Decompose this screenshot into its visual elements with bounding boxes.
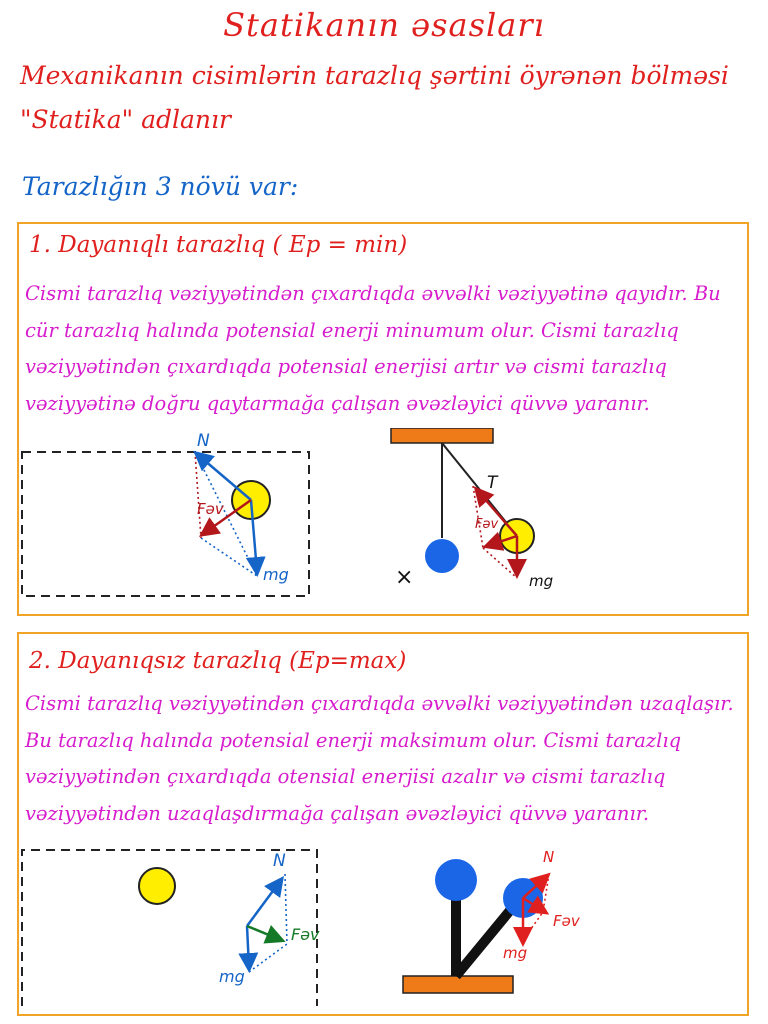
gravity-arrow	[247, 926, 249, 968]
unstable-equilibrium-box	[17, 632, 749, 1016]
label-fav: Fəv	[475, 517, 499, 532]
hill-diagram	[22, 850, 320, 1006]
label-mg: mg	[529, 572, 554, 590]
bowl-diagram	[22, 431, 309, 596]
tilted-rod	[456, 902, 517, 976]
label-n: N	[543, 848, 555, 866]
dotted-projection	[249, 944, 287, 972]
normal-arrow	[197, 454, 251, 500]
page-title: Statikanın əsasları	[223, 6, 545, 44]
label-n: N	[273, 851, 286, 871]
label-fav: Fəv	[197, 500, 224, 518]
blue-ball	[425, 539, 459, 573]
stable-diagrams	[19, 428, 747, 618]
label-mg: mg	[219, 967, 245, 986]
label-mg: mg	[503, 944, 528, 962]
unstable-description: Cismi tarazlıq vəziyyətindən çıxardıqda əvvəlki vəziyyətindən uzaqlaşır. Bu tarazlıq halında potensial enerji maksimum olur. Cismi tarazlıq vəziyyətindən çıxardıqda otensial enerjisi azalır və cismi tarazlıq vəziyyətindən uzaqlaşdırmağa çalışan əvəzləyici qüvvə yaranır.	[25, 692, 734, 825]
stable-equilibrium-box	[17, 222, 749, 616]
dotted-projection	[195, 452, 201, 538]
intro-text: Mexanikanın cisimlərin tarazlıq şərtini öyrənən bölməsi "Statika" adlanır	[20, 61, 729, 134]
stable-title: 1. Dayanıqlı tarazlıq ( Ep = min)	[29, 232, 408, 258]
unstable-diagrams	[19, 840, 747, 1014]
label-n: N	[197, 431, 210, 451]
label-t: T	[487, 473, 498, 493]
inverted-pendulum-diagram	[403, 848, 581, 993]
cross-mark: ×	[395, 565, 414, 590]
pendulum-diagram	[391, 428, 553, 590]
yellow-ball	[139, 868, 175, 904]
ceiling-bar	[391, 428, 493, 443]
label-mg: mg	[263, 565, 289, 584]
floor-bar	[403, 976, 513, 993]
blue-ball	[435, 859, 477, 901]
types-heading: Tarazlığın 3 növü var:	[22, 172, 299, 201]
dotted-projection	[201, 538, 257, 576]
resultant-arrow	[247, 926, 281, 940]
normal-arrow	[247, 880, 281, 926]
label-fav: Fəv	[553, 912, 580, 930]
stable-description: Cismi tarazlıq vəziyyətindən çıxardıqda əvvəlki vəziyyətinə qayıdır. Bu cür tarazlıq halında potensial enerji minumum olur. Cismi tarazlıq vəziyyətindən çıxardıqda potensial enerjisi artır və cismi tarazlıq vəziyyətinə doğru qaytarmağa çalışan əvəzləyici qüvvə yaranır.	[25, 282, 721, 415]
label-fav: Fəv	[291, 925, 320, 944]
dotted-projection	[285, 874, 287, 944]
unstable-title: 2. Dayanıqsız tarazlıq (Ep=max)	[29, 648, 407, 674]
